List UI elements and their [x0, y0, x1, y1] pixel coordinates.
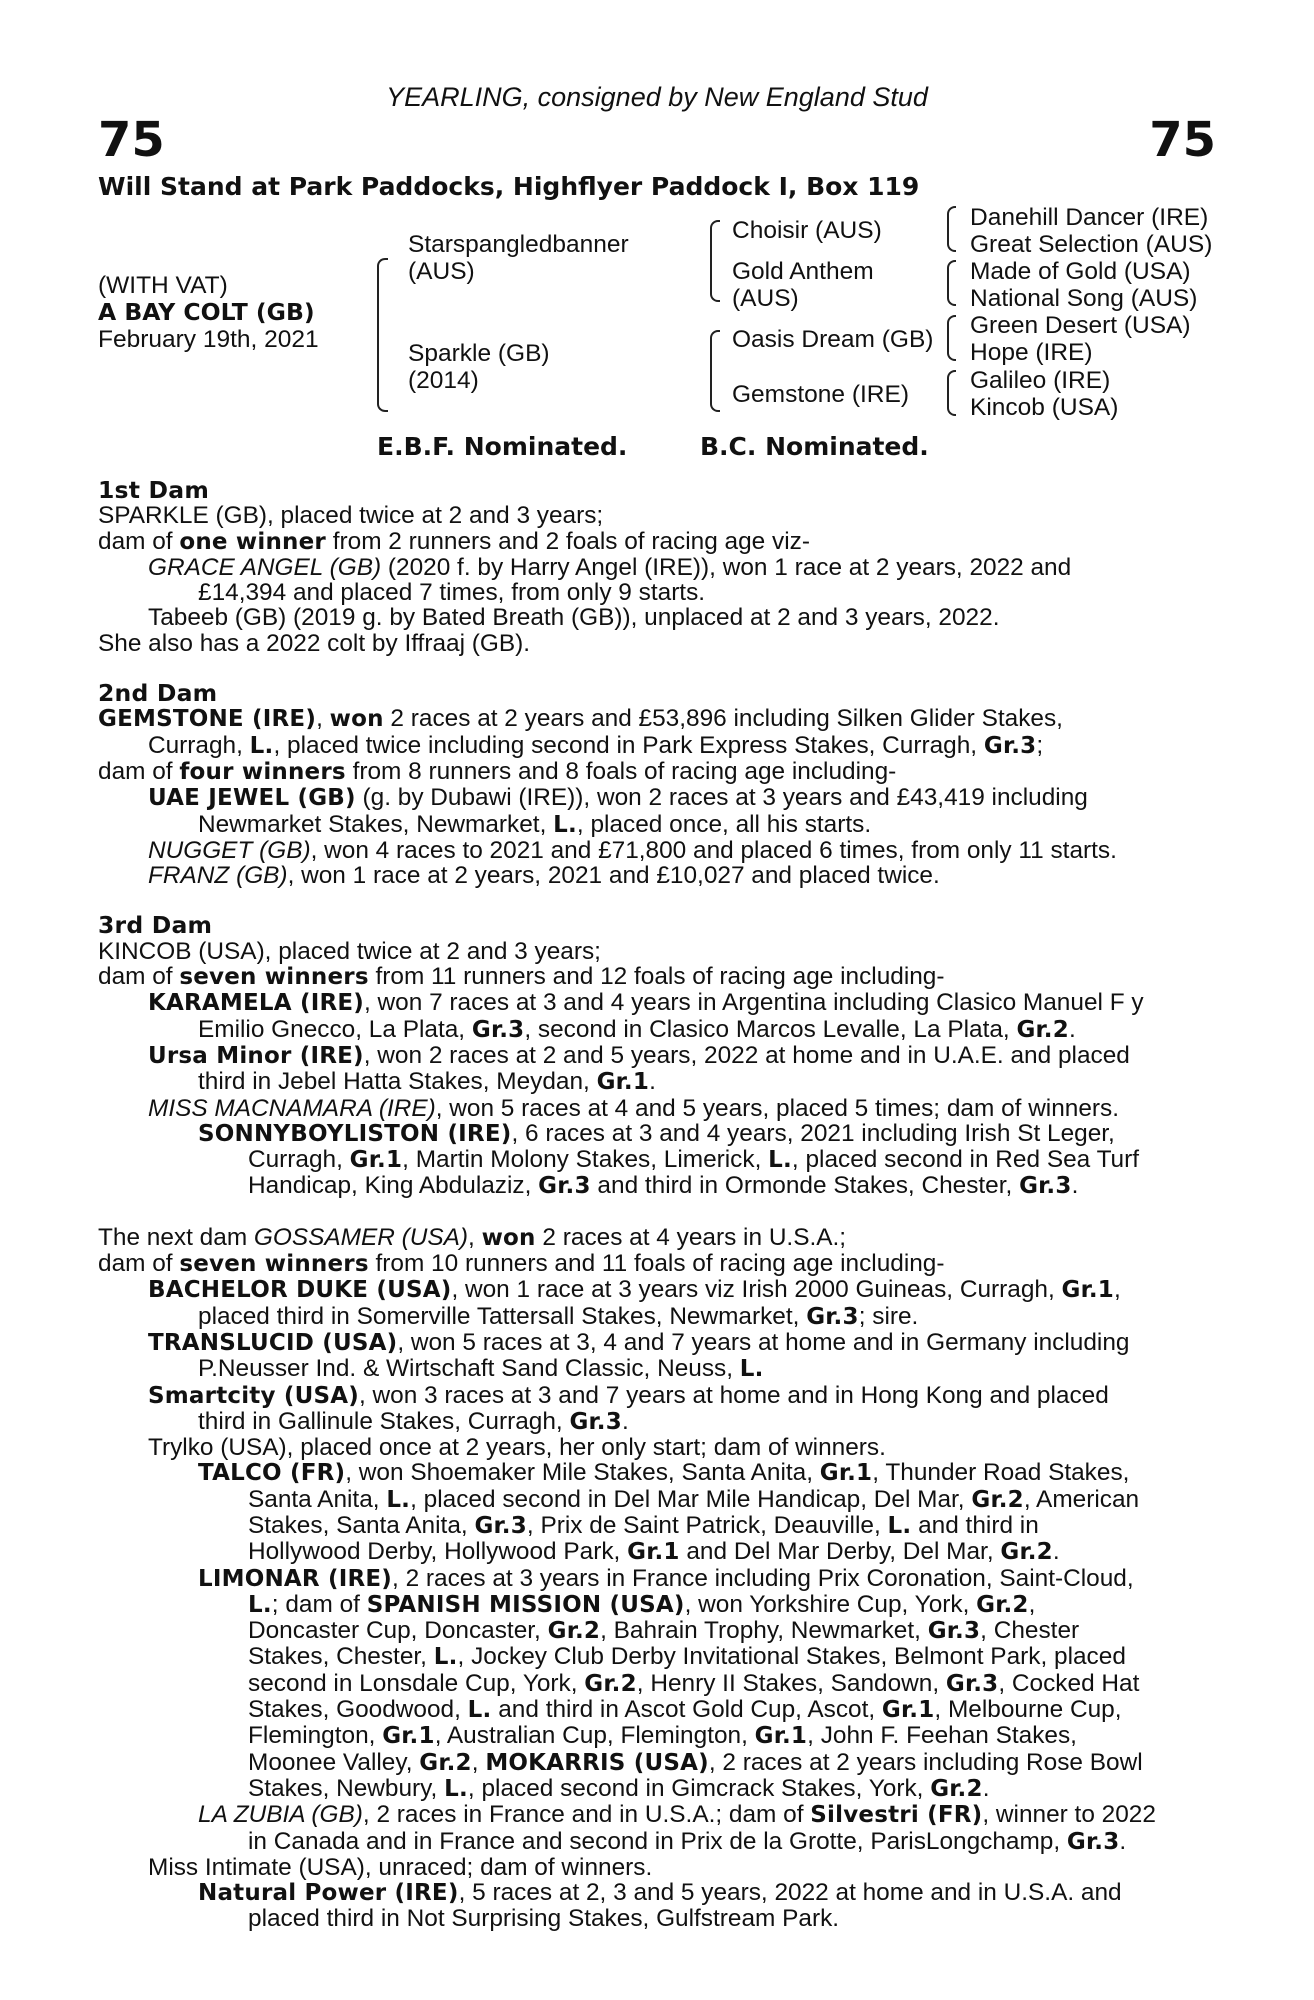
record-line	[98, 1723, 1200, 1749]
bold-text: Gr.3	[806, 1303, 859, 1330]
text: and third in Ascot Gold Cup, Ascot,	[491, 1697, 882, 1724]
sire-name: Starspangledbanner	[408, 231, 629, 258]
italic-text: FRANZ (GB)	[148, 863, 288, 889]
text: Doncaster Cup, Doncaster,	[248, 1618, 548, 1645]
text: , won 1 race at 2 years, 2021 and £10,027 and placed twice.	[287, 863, 940, 889]
italic-text: NUGGET (GB)	[148, 837, 311, 864]
text: , Thunder Road Stakes,	[872, 1460, 1130, 1487]
text: , won Yorkshire Cup, York,	[684, 1591, 977, 1618]
text: .	[621, 1408, 629, 1435]
text: (g. by Dubawi (IRE)), won 2 races at 3 years and £43,419 including	[355, 785, 1088, 812]
bold-text: Gr.2	[1000, 1539, 1053, 1566]
record-line	[98, 555, 1200, 580]
text: ,	[1114, 1277, 1121, 1304]
text: .	[1068, 1016, 1076, 1043]
text: , second in Clasico Marcos Levalle, La Plata,	[524, 1016, 1017, 1043]
bold-text: Gr.3	[569, 1408, 622, 1435]
italic-text: MISS MACNAMARA (IRE)	[148, 1095, 436, 1121]
bold-text: Gr.1	[382, 1723, 435, 1750]
bold-text: Gr.3	[1019, 1173, 1072, 1200]
text: placed third in Somerville Tattersall Stakes, Newmarket,	[198, 1303, 807, 1330]
text: third in Jebel Hatta Stakes, Meydan,	[198, 1069, 597, 1096]
bold-text: Gr.3	[538, 1173, 591, 1200]
text: , 2 races in France and in U.S.A.; dam of	[362, 1802, 811, 1829]
stand-location: Will Stand at Park Paddocks, Highflyer Paddock I, Box 119	[98, 172, 920, 201]
text: Santa Anita,	[248, 1486, 387, 1513]
italic-text: LA ZUBIA (GB)	[198, 1802, 363, 1829]
record-line	[98, 939, 1200, 964]
pedigree-brace	[947, 315, 956, 361]
bold-text: BACHELOR DUKE (USA)	[148, 1277, 452, 1304]
record-line	[98, 1644, 1200, 1670]
record-line	[98, 605, 1200, 630]
bold-text: Gr.2	[584, 1670, 637, 1697]
dam-name: Sparkle (GB)	[408, 340, 550, 367]
sire-sire: Choisir (AUS)	[732, 217, 882, 244]
bold-text: Gr.1	[819, 1460, 873, 1487]
sire-dam-sire: Made of Gold (USA)	[970, 258, 1191, 285]
text: , Chester	[980, 1618, 1080, 1645]
pedigree-brace	[947, 370, 956, 416]
bold-text: L.	[248, 1591, 272, 1618]
bold-text: SONNYBOYLISTON (IRE)	[198, 1120, 512, 1147]
bc-nomination: B.C. Nominated.	[700, 432, 929, 461]
text: Newmarket Stakes, Newmarket,	[198, 811, 554, 838]
text: (2020 f. by Harry Angel (IRE)), won 1 race at 2 years, 2022 and	[381, 554, 1072, 581]
record-line	[98, 1043, 1200, 1069]
text: Emilio Gnecco, La Plata,	[198, 1016, 472, 1043]
record-line	[98, 1121, 1200, 1147]
record-line	[98, 733, 1200, 759]
bold-text: Ursa Minor (IRE)	[148, 1042, 364, 1069]
horse-name: A BAY COLT (GB)	[98, 298, 315, 326]
bold-text: one winner	[179, 528, 326, 555]
record-line	[98, 990, 1200, 1016]
text: Stakes, Goodwood,	[248, 1697, 468, 1724]
text: , Henry II Stakes, Sandown,	[636, 1670, 946, 1697]
text: .	[649, 1069, 656, 1096]
text: , 6 races at 3 and 4 years, 2021 including Irish St Leger,	[511, 1120, 1115, 1147]
dam-dam: Gemstone (IRE)	[732, 381, 909, 408]
record-line	[98, 706, 1200, 732]
dam-dam-dam: Kincob (USA)	[970, 394, 1119, 421]
sire-dam: Gold Anthem	[732, 258, 874, 285]
text: , John F. Feehan Stakes,	[807, 1723, 1077, 1750]
bold-text: TRANSLUCID (USA)	[148, 1329, 398, 1356]
record-line	[98, 1069, 1200, 1095]
record-line	[98, 863, 1200, 888]
section-heading: 1st Dam	[98, 478, 210, 504]
record-section	[98, 913, 1200, 1199]
bold-text: UAE JEWEL (GB)	[148, 785, 356, 812]
bold-text: seven winners	[179, 1251, 369, 1278]
bold-text: L.	[739, 1356, 764, 1383]
text: , won 1 race at 3 years viz Irish 2000 Guineas, Curragh,	[451, 1277, 1062, 1304]
text: , won 7 races at 3 and 4 years in Argentina including Clasico Manuel F y	[364, 990, 1144, 1017]
record-line	[98, 1460, 1200, 1486]
bold-text: Gr.2	[419, 1749, 472, 1776]
sire-sire-sire: Danehill Dancer (IRE)	[970, 204, 1209, 231]
bold-text: LIMONAR (IRE)	[198, 1565, 393, 1592]
record-line	[98, 1513, 1200, 1539]
bold-text: seven winners	[179, 964, 369, 991]
record-line	[98, 1618, 1200, 1644]
text: , Cocked Hat	[998, 1670, 1140, 1697]
text: , won Shoemaker Mile Stakes, Santa Anita,	[345, 1460, 820, 1487]
text: , placed once, all his starts.	[576, 811, 872, 838]
produce-record	[98, 478, 1200, 1932]
bold-text: KARAMELA (IRE)	[148, 990, 364, 1017]
text: Stakes, Chester,	[248, 1644, 434, 1671]
pedigree-brace	[710, 330, 720, 412]
bold-text: Gr.2	[976, 1591, 1029, 1618]
text: ,	[471, 1749, 486, 1776]
text: , American	[1023, 1486, 1140, 1513]
record-line	[98, 1592, 1200, 1618]
text: , 2 races at 3 years in France including Prix Coronation, Saint-Cloud,	[392, 1565, 1134, 1592]
text: dam of	[98, 964, 180, 991]
bold-text: Gr.1	[596, 1069, 650, 1096]
bold-text: L.	[444, 1775, 468, 1802]
bold-text: L.	[887, 1512, 912, 1539]
bold-text: Gr.1	[881, 1697, 935, 1724]
italic-text: GOSSAMER (USA)	[253, 1224, 469, 1251]
record-line	[98, 1487, 1200, 1513]
text: .	[1119, 1828, 1127, 1855]
vat-note: (WITH VAT)	[98, 272, 228, 299]
bold-text: won	[329, 706, 384, 733]
record-line	[98, 838, 1200, 863]
text: P.Neusser Ind. & Wirtschaft Sand Classic, Neuss,	[198, 1356, 740, 1383]
bold-text: Gr.1	[754, 1723, 808, 1750]
text: second in Lonsdale Cup, York,	[248, 1670, 585, 1697]
bold-text: Gr.1	[349, 1147, 403, 1174]
bold-text: SPANISH MISSION (USA)	[366, 1591, 685, 1618]
text: , Australian Cup, Flemington,	[434, 1723, 755, 1750]
bold-text: Gr.3	[471, 1016, 525, 1043]
sire-dam-dam: National Song (AUS)	[970, 285, 1198, 312]
pedigree-brace	[710, 220, 720, 302]
record-line	[98, 1906, 1200, 1931]
bold-text: L.	[768, 1147, 792, 1174]
text: .	[1052, 1539, 1060, 1566]
text: from 8 runners and 8 foals of racing age including-	[345, 758, 897, 785]
record-line	[98, 1147, 1200, 1173]
text: dam of	[98, 528, 180, 555]
text: and third in Ormonde Stakes, Chester,	[590, 1173, 1020, 1200]
bold-text: GEMSTONE (IRE)	[98, 706, 317, 733]
text: .	[982, 1775, 990, 1802]
bold-text: Gr.2	[930, 1775, 983, 1802]
record-line	[98, 1409, 1200, 1435]
record-line	[98, 1671, 1200, 1697]
record-line	[98, 1750, 1200, 1776]
consignment-header: YEARLING, consigned by New England Stud	[386, 82, 928, 112]
pedigree-brace	[947, 260, 956, 306]
bold-text: L.	[553, 811, 577, 838]
text: KINCOB (USA), placed twice at 2 and 3 years;	[98, 938, 601, 965]
text: Stakes, Santa Anita,	[248, 1512, 475, 1539]
text: The next dam	[98, 1224, 254, 1251]
record-line	[98, 1566, 1200, 1592]
foaling-date: February 19th, 2021	[98, 326, 319, 353]
bold-text: four winners	[179, 758, 346, 785]
text: , placed second in Gimcrack Stakes, York,	[467, 1775, 931, 1802]
record-line	[98, 529, 1200, 555]
record-line	[98, 1096, 1200, 1121]
bold-text: L.	[386, 1486, 411, 1513]
text: , won 2 races at 2 and 5 years, 2022 at home and in U.A.E. and placed	[363, 1042, 1130, 1069]
text: .	[1071, 1173, 1079, 1200]
dam-sire: Oasis Dream (GB)	[732, 326, 934, 353]
text: ; sire.	[858, 1303, 919, 1330]
section-heading: 3rd Dam	[98, 913, 213, 939]
dam-dam-sire: Galileo (IRE)	[970, 367, 1111, 394]
record-section	[98, 478, 1200, 656]
record-line	[98, 1173, 1200, 1199]
sire-sire-dam: Great Selection (AUS)	[970, 231, 1213, 258]
bold-text: Natural Power (IRE)	[198, 1880, 459, 1907]
text: Tabeeb (GB) (2019 g. by Bated Breath (GB)), unplaced at 2 and 3 years, 2022.	[148, 605, 1000, 631]
record-line	[98, 1855, 1200, 1880]
text: Moonee Valley,	[248, 1749, 420, 1776]
text: , Prix de Saint Patrick, Deauville,	[526, 1512, 888, 1539]
record-line	[98, 1304, 1200, 1330]
bold-text: Gr.3	[927, 1618, 981, 1645]
record-line	[98, 503, 1200, 528]
record-line	[98, 785, 1200, 811]
record-line	[98, 1880, 1200, 1906]
record-line	[98, 1225, 1200, 1251]
text: ,	[468, 1224, 482, 1251]
record-section	[98, 1225, 1200, 1932]
text: , 2 races at 2 years including Rose Bowl	[708, 1749, 1143, 1776]
text: and Del Mar Derby, Del Mar,	[679, 1539, 1001, 1566]
bold-text: won	[481, 1224, 536, 1251]
dam-sire-dam: Hope (IRE)	[970, 339, 1093, 366]
section-heading: 2nd Dam	[98, 681, 218, 707]
bold-text: Gr.3	[983, 732, 1037, 759]
bold-text: Gr.3	[1066, 1828, 1120, 1855]
text: , placed second in Del Mar Mile Handicap, Del Mar,	[410, 1486, 972, 1513]
text: ,	[316, 706, 330, 733]
record-line	[98, 1539, 1200, 1565]
text: , placed twice including second in Park Express Stakes, Curragh,	[273, 732, 984, 759]
record-line	[98, 1435, 1200, 1460]
record-line	[98, 631, 1200, 656]
record-line	[98, 964, 1200, 990]
bold-text: Gr.2	[1016, 1016, 1069, 1043]
text: , Jockey Club Derby Invitational Stakes, Belmont Park, placed	[457, 1644, 1126, 1671]
record-line	[98, 580, 1200, 605]
text: , placed second in Red Sea Turf	[791, 1147, 1140, 1174]
text: dam of	[98, 758, 180, 785]
bold-text: L.	[249, 732, 274, 759]
text: from 2 runners and 2 foals of racing age viz-	[325, 528, 810, 555]
text: , won 5 races at 4 and 5 years, placed 5 times; dam of winners.	[435, 1095, 1120, 1121]
pedigree-brace	[947, 206, 956, 252]
record-line	[98, 1697, 1200, 1723]
text: Flemington,	[248, 1723, 383, 1750]
text: , winner to 2022	[982, 1802, 1156, 1829]
lot-number-right: 75	[1149, 112, 1216, 168]
dam-year: (2014)	[408, 367, 479, 394]
text: Handicap, King Abdulaziz,	[248, 1173, 539, 1200]
text: ; dam of	[271, 1591, 367, 1618]
bold-text: Gr.2	[971, 1486, 1024, 1513]
text: SPARKLE (GB), placed twice at 2 and 3 years;	[98, 503, 604, 529]
text: , won 4 races to 2021 and £71,800 and placed 6 times, from only 11 starts.	[310, 837, 1117, 864]
record-line	[98, 1802, 1200, 1828]
bold-text: Silvestri (FR)	[810, 1802, 983, 1829]
text: 2 races at 4 years in U.S.A.;	[535, 1224, 847, 1251]
bold-text: Gr.2	[547, 1618, 601, 1645]
text: Trylko (USA), placed once at 2 years, her only start; dam of winners.	[148, 1435, 886, 1461]
record-line	[98, 812, 1200, 838]
record-line	[98, 1829, 1200, 1855]
bold-text: Gr.1	[1061, 1277, 1115, 1304]
text: from 11 runners and 12 foals of racing age including-	[368, 964, 945, 991]
bold-text: TALCO (FR)	[198, 1460, 346, 1487]
text: placed third in Not Surprising Stakes, Gulfstream Park.	[248, 1906, 840, 1932]
text: third in Gallinule Stakes, Curragh,	[198, 1408, 570, 1435]
text: , won 5 races at 3, 4 and 7 years at home and in Germany including	[397, 1329, 1130, 1356]
record-line	[98, 1251, 1200, 1277]
record-line	[98, 1776, 1200, 1802]
text: , Melbourne Cup,	[934, 1697, 1122, 1724]
bold-text: Gr.3	[474, 1512, 527, 1539]
text: , Bahrain Trophy, Newmarket,	[600, 1618, 928, 1645]
bold-text: L.	[467, 1697, 492, 1724]
text: Curragh,	[248, 1147, 350, 1174]
sire-dam-origin: (AUS)	[732, 285, 799, 312]
text: , Martin Molony Stakes, Limerick,	[402, 1147, 769, 1174]
bold-text: MOKARRIS (USA)	[485, 1749, 709, 1776]
text: , won 3 races at 3 and 7 years at home and in Hong Kong and placed	[358, 1382, 1109, 1409]
bold-text: Gr.3	[945, 1670, 999, 1697]
lot-number-left: 75	[98, 112, 165, 168]
text: Miss Intimate (USA), unraced; dam of winners.	[148, 1854, 653, 1881]
pedigree-brace	[377, 258, 388, 412]
text: from 10 runners and 11 foals of racing age including-	[368, 1251, 945, 1278]
text: and third in	[911, 1512, 1039, 1539]
text: , 5 races at 2, 3 and 5 years, 2022 at home and in U.S.A. and	[458, 1880, 1122, 1907]
italic-text: GRACE ANGEL (GB)	[148, 554, 382, 581]
text: in Canada and in France and second in Prix de la Grotte, ParisLongchamp,	[248, 1828, 1067, 1855]
dam-sire-sire: Green Desert (USA)	[970, 312, 1191, 339]
record-line	[98, 1330, 1200, 1356]
ebf-nomination: E.B.F. Nominated.	[377, 432, 628, 461]
record-line	[98, 1017, 1200, 1043]
text: 2 races at 2 years and £53,896 including Silken Glider Stakes,	[383, 706, 1063, 733]
record-line	[98, 1383, 1200, 1409]
record-line	[98, 1356, 1200, 1382]
text: £14,394 and placed 7 times, from only 9 starts.	[198, 580, 706, 606]
text: Stakes, Newbury,	[248, 1775, 445, 1802]
text: dam of	[98, 1251, 180, 1278]
text: She also has a 2022 colt by Iffraaj (GB).	[98, 630, 531, 657]
text: Hollywood Derby, Hollywood Park,	[248, 1539, 628, 1566]
text: Curragh,	[148, 732, 250, 759]
record-line	[98, 759, 1200, 785]
record-line	[98, 1277, 1200, 1303]
bold-text: Gr.1	[627, 1539, 680, 1566]
bold-text: L.	[433, 1644, 458, 1671]
record-section	[98, 681, 1200, 888]
text: ,	[1028, 1591, 1036, 1618]
text: ;	[1036, 732, 1044, 759]
bold-text: Smartcity (USA)	[148, 1382, 359, 1409]
sire-origin: (AUS)	[408, 258, 475, 285]
